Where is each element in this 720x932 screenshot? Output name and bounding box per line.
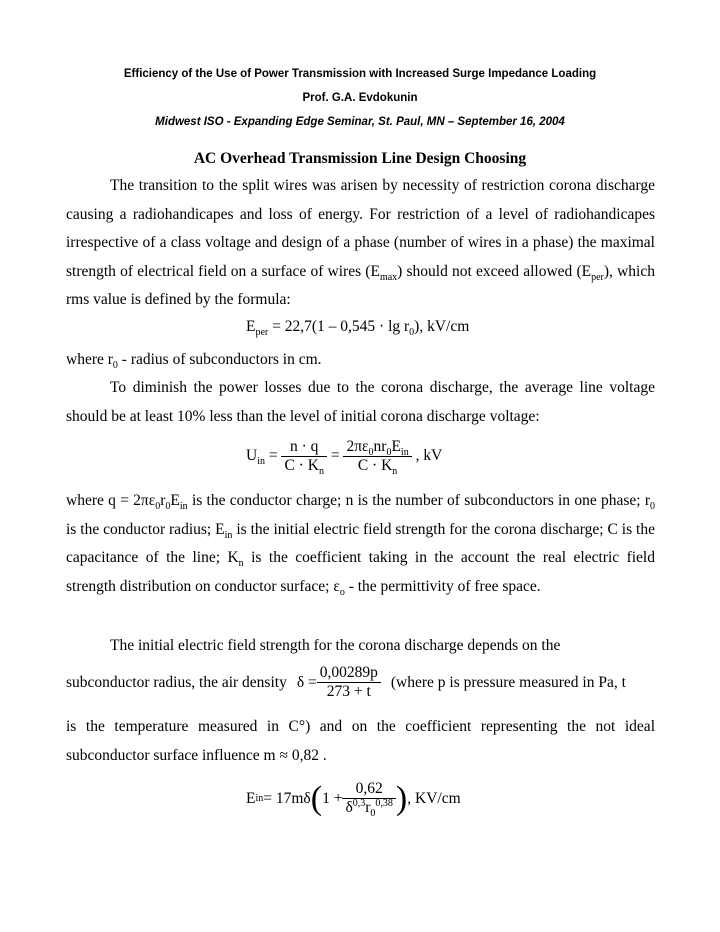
paragraph-5-line-1: The initial electric field strength for the corona discharge depends on the [110,637,561,654]
paragraph-3: To diminish the power losses due to the corona discharge, the average line voltage should be at least 10% less than the level of initial corona discharge voltage: [66,379,655,425]
section-title: AC Overhead Transmission Line Design Choosing [193,150,527,167]
paragraph-1: The transition to the split wires was arisen by necessity of restriction corona discharge causing a radiohandicapes and loss of energy. For restriction of a level of radiohandicapes irrespective of a class voltage and design of a phase (number of wires in a phase) the maximal strength of electrical field on a surface of wires $(E_{max})$ should not exceed allowed $(E_{per})$, which rms value is defined by the formula: [66,177,655,308]
equation-e-per: $E_{per} = 22,7(1 - 0,545 \cdot \lg r_0)$, kV/cm [246,318,470,339]
venue-line: Midwest ISO - Expanding Edge Seminar, St. Paul, MN – September 16, 2004 [155,116,565,128]
equation-e-in: E in = 17mδ ( 1 + $\frac{0,62}{\delta^{0,3}r_0^{0,38}}$ ) , KV/cm [246,779,461,820]
paragraph-4: where $q = 2\pi\varepsilon_0r_0E_{in}$ is the conductor charge; n is the number of subconductors in one phase; $r_0$ is the conductor radius; $E_{in}$ is the initial electric field strength for the corona discharge; C is the capacitance of the line; $K_n$ is the coefficient taking in the account the real electric field strength distribution on conductor surface; $\varepsilon_o$ - the permittivity of free space. [66,492,655,598]
paragraph-2: where $r_0$ - radius of subconductors in cm. [66,351,322,372]
equation-u-in: $U_{in}$ = $\frac{n \cdot q}{C \cdot K_n}$ = $\frac{2\pi\varepsilon_0nr_0E_{in}}{C \cdot K_n}$ , kV [246,438,443,478]
fraction-air-density: $\frac{0,00289p}{273 + t}$ [317,664,381,701]
paragraph-5-line-2: subconductor radius, the air density δ = $\frac{0,00289p}{273 + t}$ (where p is pressure measured in Pa, t [66,664,626,700]
fraction-charge-ck: $\frac{2\pi\varepsilon_0nr_0E_{in}}{C \cdot K_n}$ [343,438,411,475]
paper-title: Efficiency of the Use of Power Transmission with Increased Surge Impedance Loading [123,68,597,80]
author-line: Prof. G.A. Evdokunin [302,92,418,104]
paragraph-5-rest: is the temperature measured in C°) and on the coefficient representing the not ideal subconductor surface influence m ≈ 0,82 . [66,718,655,764]
fraction-nq-ck: $\frac{n \cdot q}{C \cdot K_n}$ [281,438,326,475]
fraction-roughness: $\frac{0,62}{\delta^{0,3}r_0^{0,38}}$ [342,780,395,817]
